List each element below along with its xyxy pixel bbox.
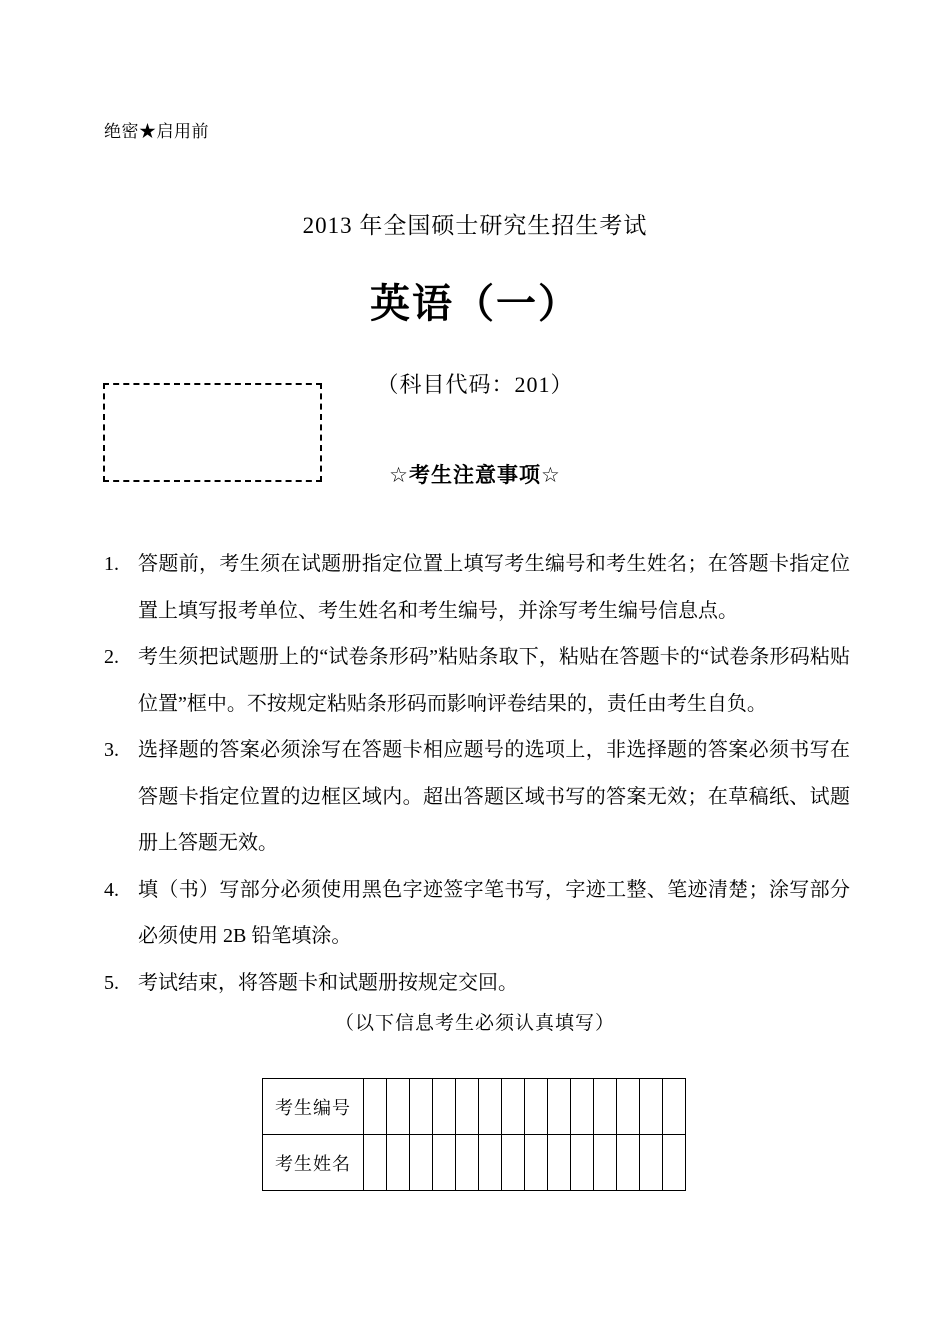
info-table [262,1078,686,1191]
fill-cell [571,1079,594,1135]
fill-cell [410,1079,433,1135]
row-label: 考生姓名 [263,1135,364,1191]
fill-cell [387,1135,410,1191]
notice-number: 4. [104,878,119,901]
fill-cell [548,1135,571,1191]
classification-label: 绝密★启用前 [104,122,209,141]
subject-title: 英语（一） [370,282,580,326]
notice-text: 考生须把试题册上的“试卷条形码”粘贴条取下，粘贴在答题卡的“试卷条形码粘贴位置”框中。不按规定粘贴条形码而影响评卷结果的，责任由考生自负。 [138,646,850,715]
notice-item [104,960,850,1007]
notice-title: ☆考生注意事项☆ [389,464,561,487]
table-row [263,1135,686,1191]
table-row [263,1079,686,1135]
notice-item [104,541,850,634]
notice-number: 3. [104,739,119,761]
fill-cell [571,1135,594,1191]
fill-cell [456,1135,479,1191]
fill-cell [617,1079,640,1135]
fill-cell [364,1135,387,1191]
fill-cell [433,1079,456,1135]
notice-item [104,634,850,727]
fill-cell [456,1079,479,1135]
fill-cell [548,1079,571,1135]
fill-cell [663,1135,686,1191]
fill-instruction: （以下信息考生必须认真填写） [334,1013,615,1034]
notice-text: 填（书）写部分必须使用黑色字迹签字笔书写，字迹工整、笔迹清楚；涂写部分必须使用 2B 铅笔填涂。 [138,878,850,947]
fill-cell [410,1135,433,1191]
row-label: 考生编号 [263,1079,364,1135]
notice-text: 答题前，考生须在试题册指定位置上填写考生编号和考生姓名；在答题卡指定位置上填写报考单位、考生姓名和考生编号，并涂写考生编号信息点。 [138,553,850,622]
fill-cell [594,1079,617,1135]
notice-item [104,727,850,867]
notice-list [104,541,850,1006]
notice-item [104,867,850,960]
exam-title: 2013 年全国硕士研究生招生考试 [302,213,648,238]
fill-cell [502,1079,525,1135]
notice-text: 选择题的答案必须涂写在答题卡相应题号的选项上，非选择题的答案必须书写在答题卡指定位置的边框区域内。超出答题区域书写的答案无效；在草稿纸、试题册上答题无效。 [138,739,850,854]
fill-cell [479,1079,502,1135]
fill-cell [364,1079,387,1135]
notice-number: 2. [104,646,119,668]
fill-cell [502,1135,525,1191]
fill-cell [594,1135,617,1191]
info-table-body [263,1079,686,1191]
notice-number: 5. [104,971,119,994]
fill-cell [617,1135,640,1191]
subject-code: （科目代码：201） [376,372,574,397]
fill-cell [433,1135,456,1191]
notice-number: 1. [104,553,119,575]
fill-cell [640,1079,663,1135]
fill-cell [640,1135,663,1191]
fill-cell [479,1135,502,1191]
notice-text: 考试结束，将答题卡和试题册按规定交回。 [138,971,518,994]
fill-cell [663,1079,686,1135]
fill-cell [525,1135,548,1191]
fill-cell [387,1079,410,1135]
fill-cell [525,1079,548,1135]
